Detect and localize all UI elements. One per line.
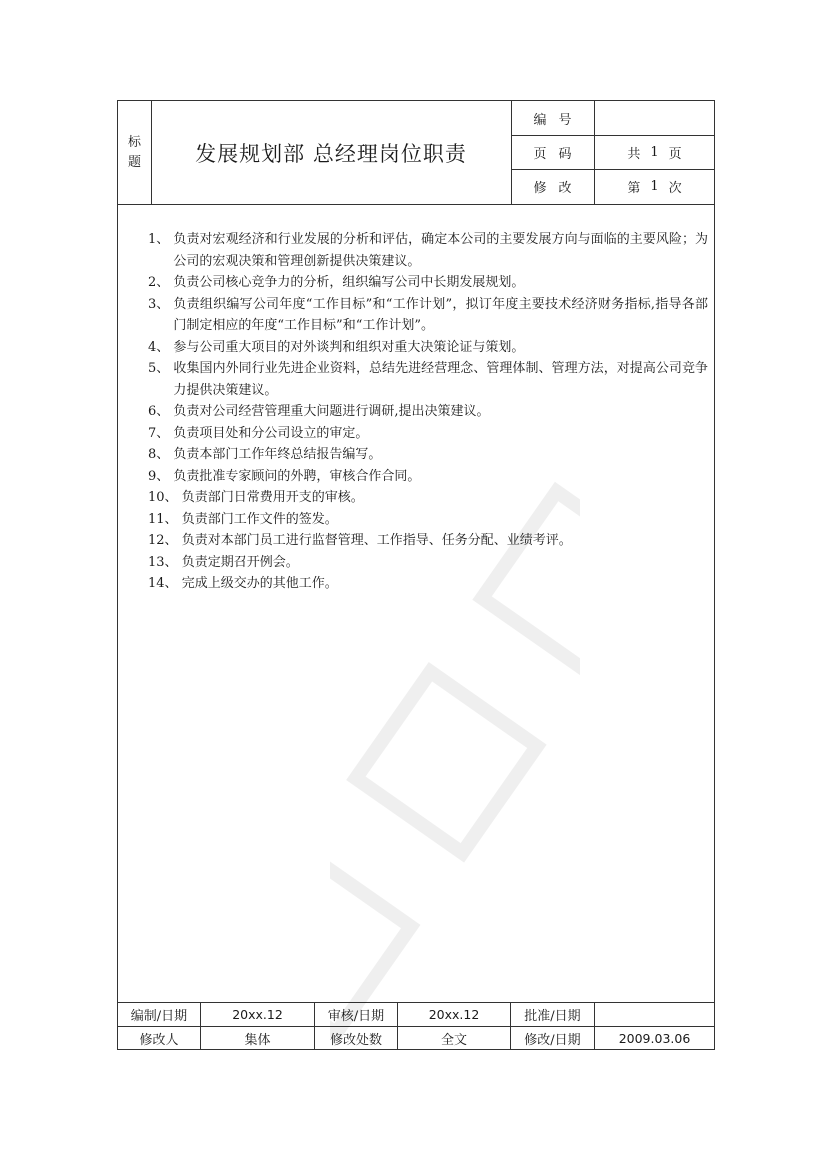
- duty-text: 负责对公司经营管理重大问题进行调研,提出决策建议。: [173, 404, 490, 419]
- meta-value-part: 第: [627, 181, 641, 196]
- footer-row-revision: [118, 1027, 714, 1049]
- meta-value: [595, 169, 714, 204]
- duty-number: 6、: [148, 404, 174, 419]
- footer-cell: 修改人: [118, 1027, 201, 1049]
- header-table: [118, 101, 714, 205]
- duty-item: [148, 358, 708, 401]
- duty-item: [148, 530, 708, 552]
- meta-row-page: [511, 135, 714, 170]
- duty-number: 13、: [148, 554, 182, 570]
- footer-table: [118, 1002, 714, 1049]
- footer-cell: 全文: [398, 1027, 511, 1049]
- duty-text: 收集国内外同行业先进企业资料，总结先进经营理念、管理体制、管理方法，对提高公司竞争力提供决策建议。: [173, 361, 708, 398]
- duties-list: [148, 229, 708, 595]
- footer-cell: 20xx.12: [398, 1003, 511, 1026]
- duty-item: [148, 573, 708, 595]
- duty-number: 12、: [148, 533, 182, 548]
- duty-text: 完成上级交办的其他工作。: [181, 576, 338, 591]
- duty-item: [148, 229, 708, 272]
- footer-cell: [595, 1003, 714, 1026]
- duty-item: [148, 272, 708, 294]
- duty-item: [148, 444, 708, 466]
- duty-item: [148, 401, 708, 423]
- duty-text: 负责对本部门员工进行监督管理、工作指导、任务分配、业绩考评。: [181, 533, 572, 548]
- meta-value-part: 共: [627, 146, 641, 162]
- duty-number: 14、: [148, 576, 182, 591]
- duty-text: 参与公司重大项目的对外谈判和组织对重大决策论证与策划。: [173, 339, 525, 355]
- meta-value: [595, 135, 714, 169]
- meta-row-number: [511, 101, 714, 136]
- duty-number: 10、: [148, 490, 182, 505]
- duty-text: 负责批准专家顾问的外聘，审核合作合同。: [173, 468, 421, 484]
- duty-number: 4、: [148, 339, 174, 355]
- footer-cell: 审核/日期: [315, 1003, 398, 1026]
- footer-cell: 20xx.12: [201, 1003, 315, 1026]
- document-title: 发展规划部 总经理岗位职责: [151, 101, 512, 204]
- footer-cell: 修改/日期: [511, 1027, 595, 1049]
- title-label: [118, 101, 152, 204]
- meta-value: [595, 101, 714, 135]
- meta-row-revision: [511, 169, 714, 204]
- meta-key: 页码: [511, 135, 595, 169]
- duty-item: [148, 337, 708, 359]
- footer-cell: 批准/日期: [511, 1003, 595, 1026]
- duty-item: [148, 509, 708, 531]
- duty-number: 9、: [148, 468, 174, 484]
- duty-number: 5、: [148, 361, 174, 376]
- meta-value-part: 1: [650, 179, 659, 194]
- duty-number: 11、: [148, 511, 182, 527]
- meta-key: 修改: [511, 169, 595, 204]
- duty-text: 负责公司核心竞争力的分析，组织编写公司中长期发展规划。: [173, 275, 525, 290]
- footer-cell: 集体: [201, 1027, 315, 1049]
- duty-text: 负责项目处和分公司设立的审定。: [173, 425, 369, 441]
- document-frame: [117, 100, 715, 1050]
- meta-value-part: 1: [650, 144, 659, 160]
- footer-cell: 编制/日期: [118, 1003, 201, 1026]
- duty-number: 3、: [148, 296, 174, 312]
- meta-value-part: 次: [668, 181, 682, 196]
- duty-text: 负责本部门工作年终总结报告编写。: [173, 447, 382, 462]
- footer-cell: 修改处数: [315, 1027, 398, 1049]
- footer-cell: 2009.03.06: [618, 1030, 691, 1046]
- duty-number: 1、: [148, 232, 174, 247]
- footer-row-approval: [118, 1003, 714, 1027]
- duty-text: 负责组织编写公司年度“工作目标”和“工作计划”，拟订年度主要技术经济财务指标,指导各部门制定相应的年度“工作目标”和“工作计划”。: [173, 296, 708, 333]
- duty-number: 2、: [148, 275, 174, 290]
- duty-number: 7、: [148, 425, 174, 441]
- duty-text: 负责定期召开例会。: [181, 554, 299, 570]
- duty-text: 负责部门工作文件的签发。: [181, 511, 338, 527]
- duty-text: 负责对宏观经济和行业发展的分析和评估，确定本公司的主要发展方向与面临的主要风险；为公司的宏观决策和管理创新提供决策建议。: [173, 232, 708, 269]
- duty-number: 8、: [148, 447, 174, 462]
- duty-item: [148, 294, 708, 337]
- duty-item: [148, 466, 708, 488]
- title-label-char: 题: [127, 154, 141, 170]
- meta-key: 编号: [511, 101, 595, 135]
- title-label-char: 标: [127, 134, 141, 150]
- duty-text: 负责部门日常费用开支的审核。: [181, 490, 364, 505]
- duty-item: [148, 487, 708, 509]
- duty-item: [148, 423, 708, 445]
- meta-value-part: 页: [668, 146, 682, 162]
- duty-item: [148, 552, 708, 574]
